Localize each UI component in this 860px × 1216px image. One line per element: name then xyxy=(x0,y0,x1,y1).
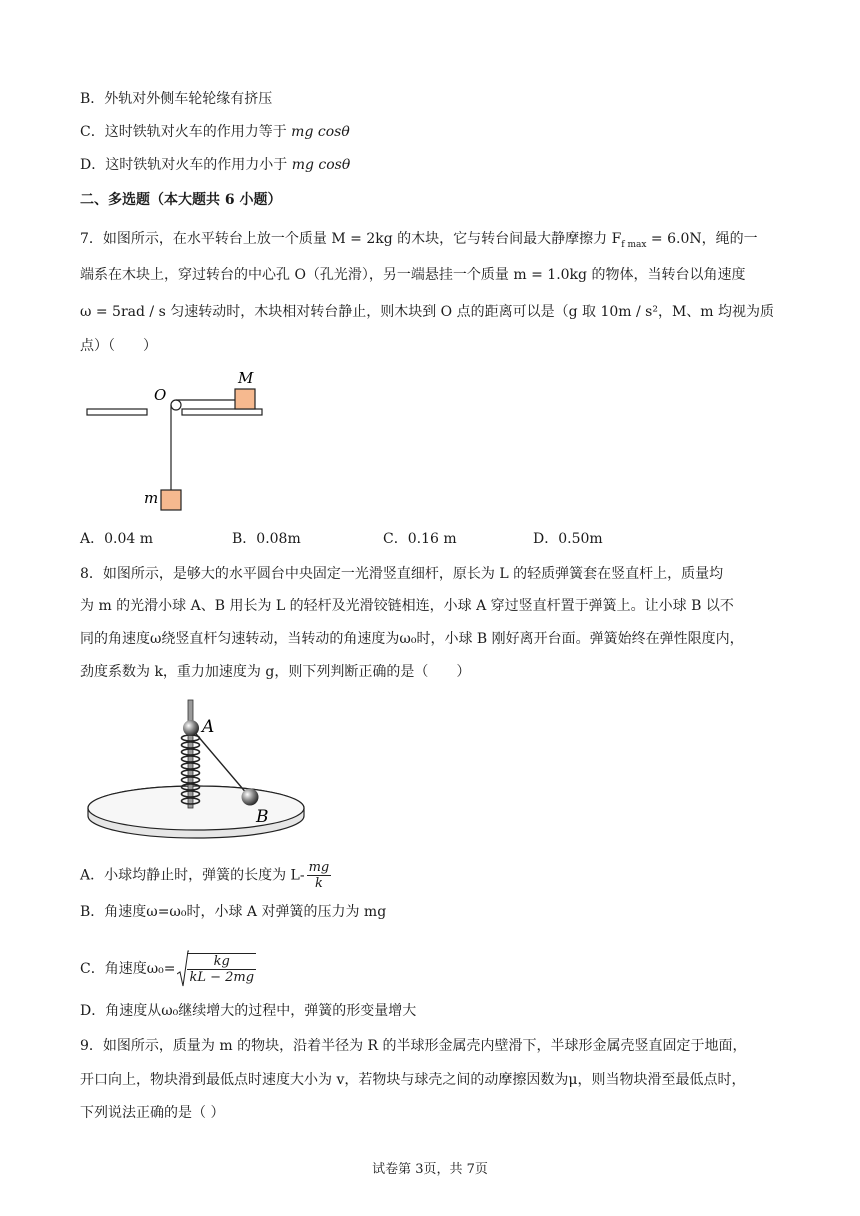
q8-option-c: C．角速度ω₀= $\frac{kg}{kL - 2mg}$ xyxy=(80,950,258,988)
q7-option-c: C．0.16 m xyxy=(383,531,457,547)
ball-B xyxy=(242,789,259,806)
q8-spring-figure xyxy=(86,692,310,842)
q9-stem-line2: 开口向上，物块滑到最低点时速度大小为 v，若物块与球壳之间的动摩擦因数为μ，则当物块滑至最低点时， xyxy=(80,1072,746,1088)
q6-option-c: C．这时铁轨对火车的作用力等于 mg cosθ xyxy=(80,124,350,140)
label-M: M xyxy=(238,369,254,387)
q8-stem-line3: 同的角速度ω绕竖直杆匀速转动，当转动的角速度为ω₀时，小球 B 刚好离开台面。弹簧始终在弹性限度内， xyxy=(80,631,744,647)
label-O: O xyxy=(154,386,167,404)
label-A: A xyxy=(202,717,215,737)
block-M xyxy=(235,389,255,409)
q6-option-b: B．外轨对外侧车轮轮缘有挤压 xyxy=(80,91,273,107)
q7-stem-line2: 端系在木块上，穿过转台的中心孔 O（孔光滑），另一端悬挂一个质量 m = 1.0kg 的物体，当转台以角速度 xyxy=(80,267,746,283)
turntable-left-plate xyxy=(87,409,147,415)
page-footer: 试卷第 3页，共 7页 xyxy=(372,1162,488,1177)
turntable-right-plate xyxy=(182,409,262,415)
label-m: m xyxy=(144,489,159,507)
q7-option-d: D．0.50m xyxy=(533,531,603,547)
q9-stem-line1: 9．如图所示，质量为 m 的物块，沿着半径为 R 的半球形金属壳内壁滑下，半球形金属壳竖直固定于地面， xyxy=(80,1038,747,1054)
label-B: B xyxy=(256,807,269,827)
light-rod xyxy=(191,728,248,795)
section-heading: 二、多选题（本大题共 6 小题） xyxy=(80,192,282,208)
q8-option-d: D．角速度从ω₀继续增大的过程中，弹簧的形变量增大 xyxy=(80,1003,417,1019)
disk-top xyxy=(88,786,304,830)
q7-option-a: A．0.04 m xyxy=(80,531,154,547)
q7-stem-line4: 点）（ ） xyxy=(80,338,157,354)
q6-option-d: D．这时铁轨对火车的作用力小于 mg cosθ xyxy=(80,157,351,173)
q8-option-b: B．角速度ω=ω₀时，小球 A 对弹簧的压力为 mg xyxy=(80,904,387,920)
q9-stem-line3: 下列说法正确的是（ ） xyxy=(80,1105,225,1121)
q8-option-a: A．小球均静止时，弹簧的长度为 L- $\frac{mg}{k}$ xyxy=(80,860,330,891)
block-m xyxy=(161,490,181,510)
ball-A xyxy=(183,720,199,736)
q7-turntable-figure xyxy=(80,365,280,515)
pulley-hole xyxy=(171,400,181,410)
q8-stem-line1: 8．如图所示，是够大的水平圆台中央固定一光滑竖直细杆，原长为 L 的轻质弹簧套在竖直杆上，质量均 xyxy=(80,566,724,582)
q7-option-b: B．0.08m xyxy=(232,531,301,547)
q7-stem-line1: 7．如图所示，在水平转台上放一个质量 M = 2kg 的木块，它与转台间最大静摩擦力 $F_{f max} = 6.0N$，绳的一 xyxy=(80,231,758,250)
q7-stem-line3: ω = 5rad / s 匀速转动时，木块相对转台静止，则木块到 O 点的距离可以是（g 取 10m / s²，M、m 均视为质 xyxy=(80,304,775,320)
q8-stem-line4: 劲度系数为 k，重力加速度为 g，则下列判断正确的是（ ） xyxy=(80,664,471,680)
q8-stem-line2: 为 m 的光滑小球 A、B 用长为 L 的轻杆及光滑铰链相连，小球 A 穿过竖直杆置于弹簧上。让小球 B 以不 xyxy=(80,598,734,614)
